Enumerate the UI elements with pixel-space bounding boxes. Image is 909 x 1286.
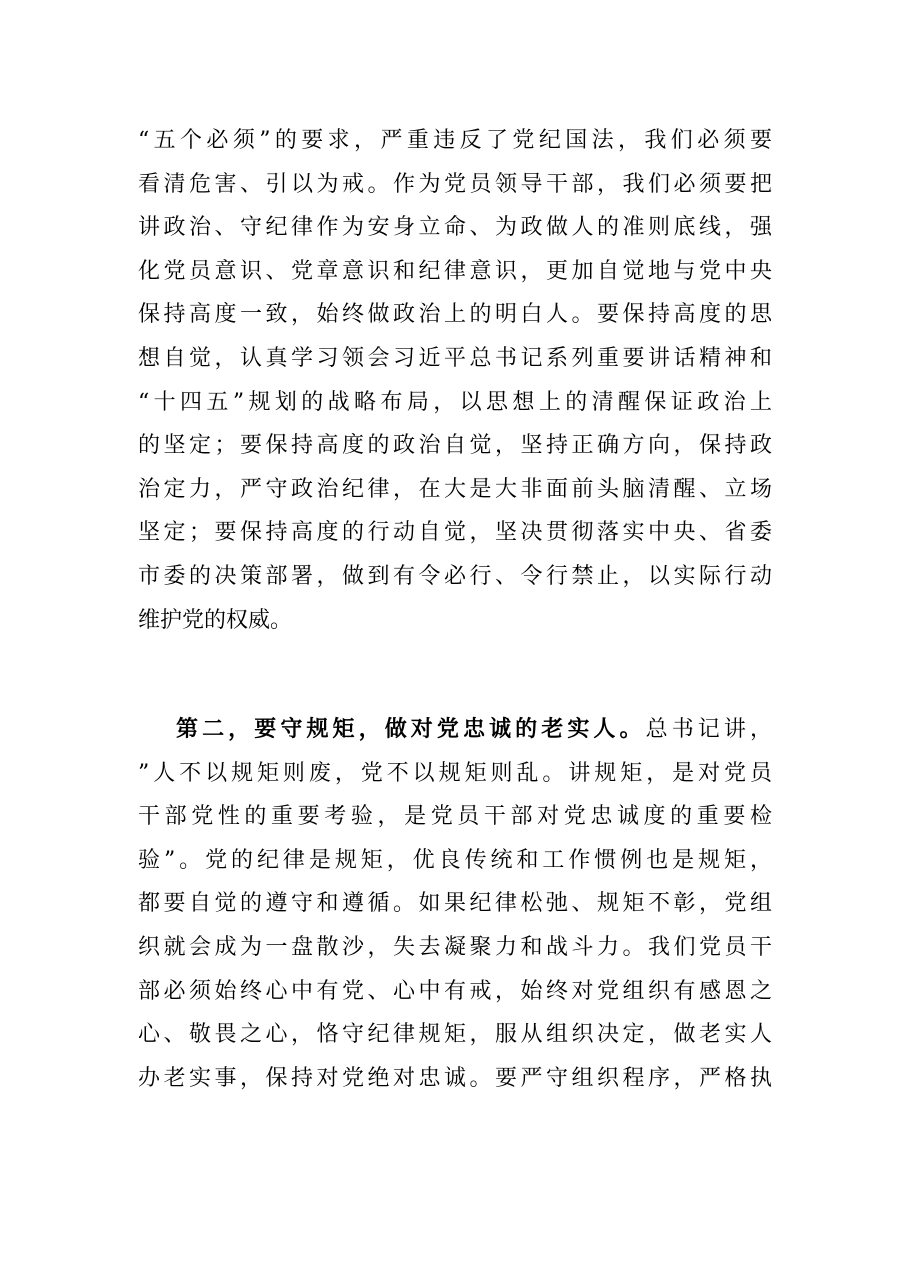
paragraph-line: 都要自觉的遵守和遵循。如果纪律松弛、规矩不彰，党组	[138, 891, 772, 917]
paragraph-line: 的坚定；要保持高度的政治自觉，坚持正确方向，保持政	[138, 433, 772, 459]
paragraph-line: ”人不以规矩则废，党不以规矩则乱。讲规矩，是对党员	[138, 760, 772, 786]
paragraph-line: 想自觉，认真学习领会习近平总书记系列重要讲话精神和	[138, 345, 772, 371]
paragraph-line: 织就会成为一盘散沙，失去凝聚力和战斗力。我们党员干	[138, 934, 772, 960]
paragraph-line: 干部党性的重要考验，是党员干部对党忠诚度的重要检	[138, 804, 772, 830]
paragraph-line: “五个必须”的要求，严重违反了党纪国法，我们必须要	[138, 128, 772, 153]
paragraph-line: 市委的决策部署，做到有令必行、令行禁止，以实际行动	[138, 563, 772, 589]
paragraph-line: 维护党的权威。	[138, 607, 293, 633]
paragraph-2	[138, 708, 772, 1100]
paragraph-line: 办老实事，保持对党绝对忠诚。要严守组织程序，严格执	[138, 1065, 772, 1091]
paragraph-line: “十四五”规划的战略布局，以思想上的清醒保证政治上	[138, 389, 772, 415]
paragraph-line: 看清危害、引以为戒。作为党员领导干部，我们必须要把	[138, 171, 772, 197]
paragraph-line: 化党员意识、党章意识和纪律意识，更加自觉地与党中央	[138, 258, 772, 284]
heading-continuation: 总书记讲，	[645, 717, 772, 742]
paragraph-line: 验”。党的纪律是规矩，优良传统和工作惯例也是规矩，	[138, 847, 772, 873]
paragraph-line: 保持高度一致，始终做政治上的明白人。要保持高度的思	[138, 302, 772, 328]
paragraph-1	[138, 119, 772, 642]
paragraph-line: 坚定；要保持高度的行动自觉，坚决贯彻落实中央、省委	[138, 520, 772, 546]
section-heading: 第二，要守规矩，做对党忠诚的老实人。	[176, 717, 646, 742]
paragraph-line: 讲政治、守纪律作为安身立命、为政做人的准则底线，强	[138, 215, 772, 241]
paragraph-line: 部必须始终心中有党、心中有戒，始终对党组织有感恩之	[138, 978, 772, 1004]
paragraph-line: 治定力，严守政治纪律，在大是大非面前头脑清醒、立场	[138, 476, 772, 502]
paragraph-line: 心、敬畏之心，恪守纪律规矩，服从组织决定，做老实人	[138, 1022, 772, 1048]
paragraph-first-line	[138, 708, 772, 752]
